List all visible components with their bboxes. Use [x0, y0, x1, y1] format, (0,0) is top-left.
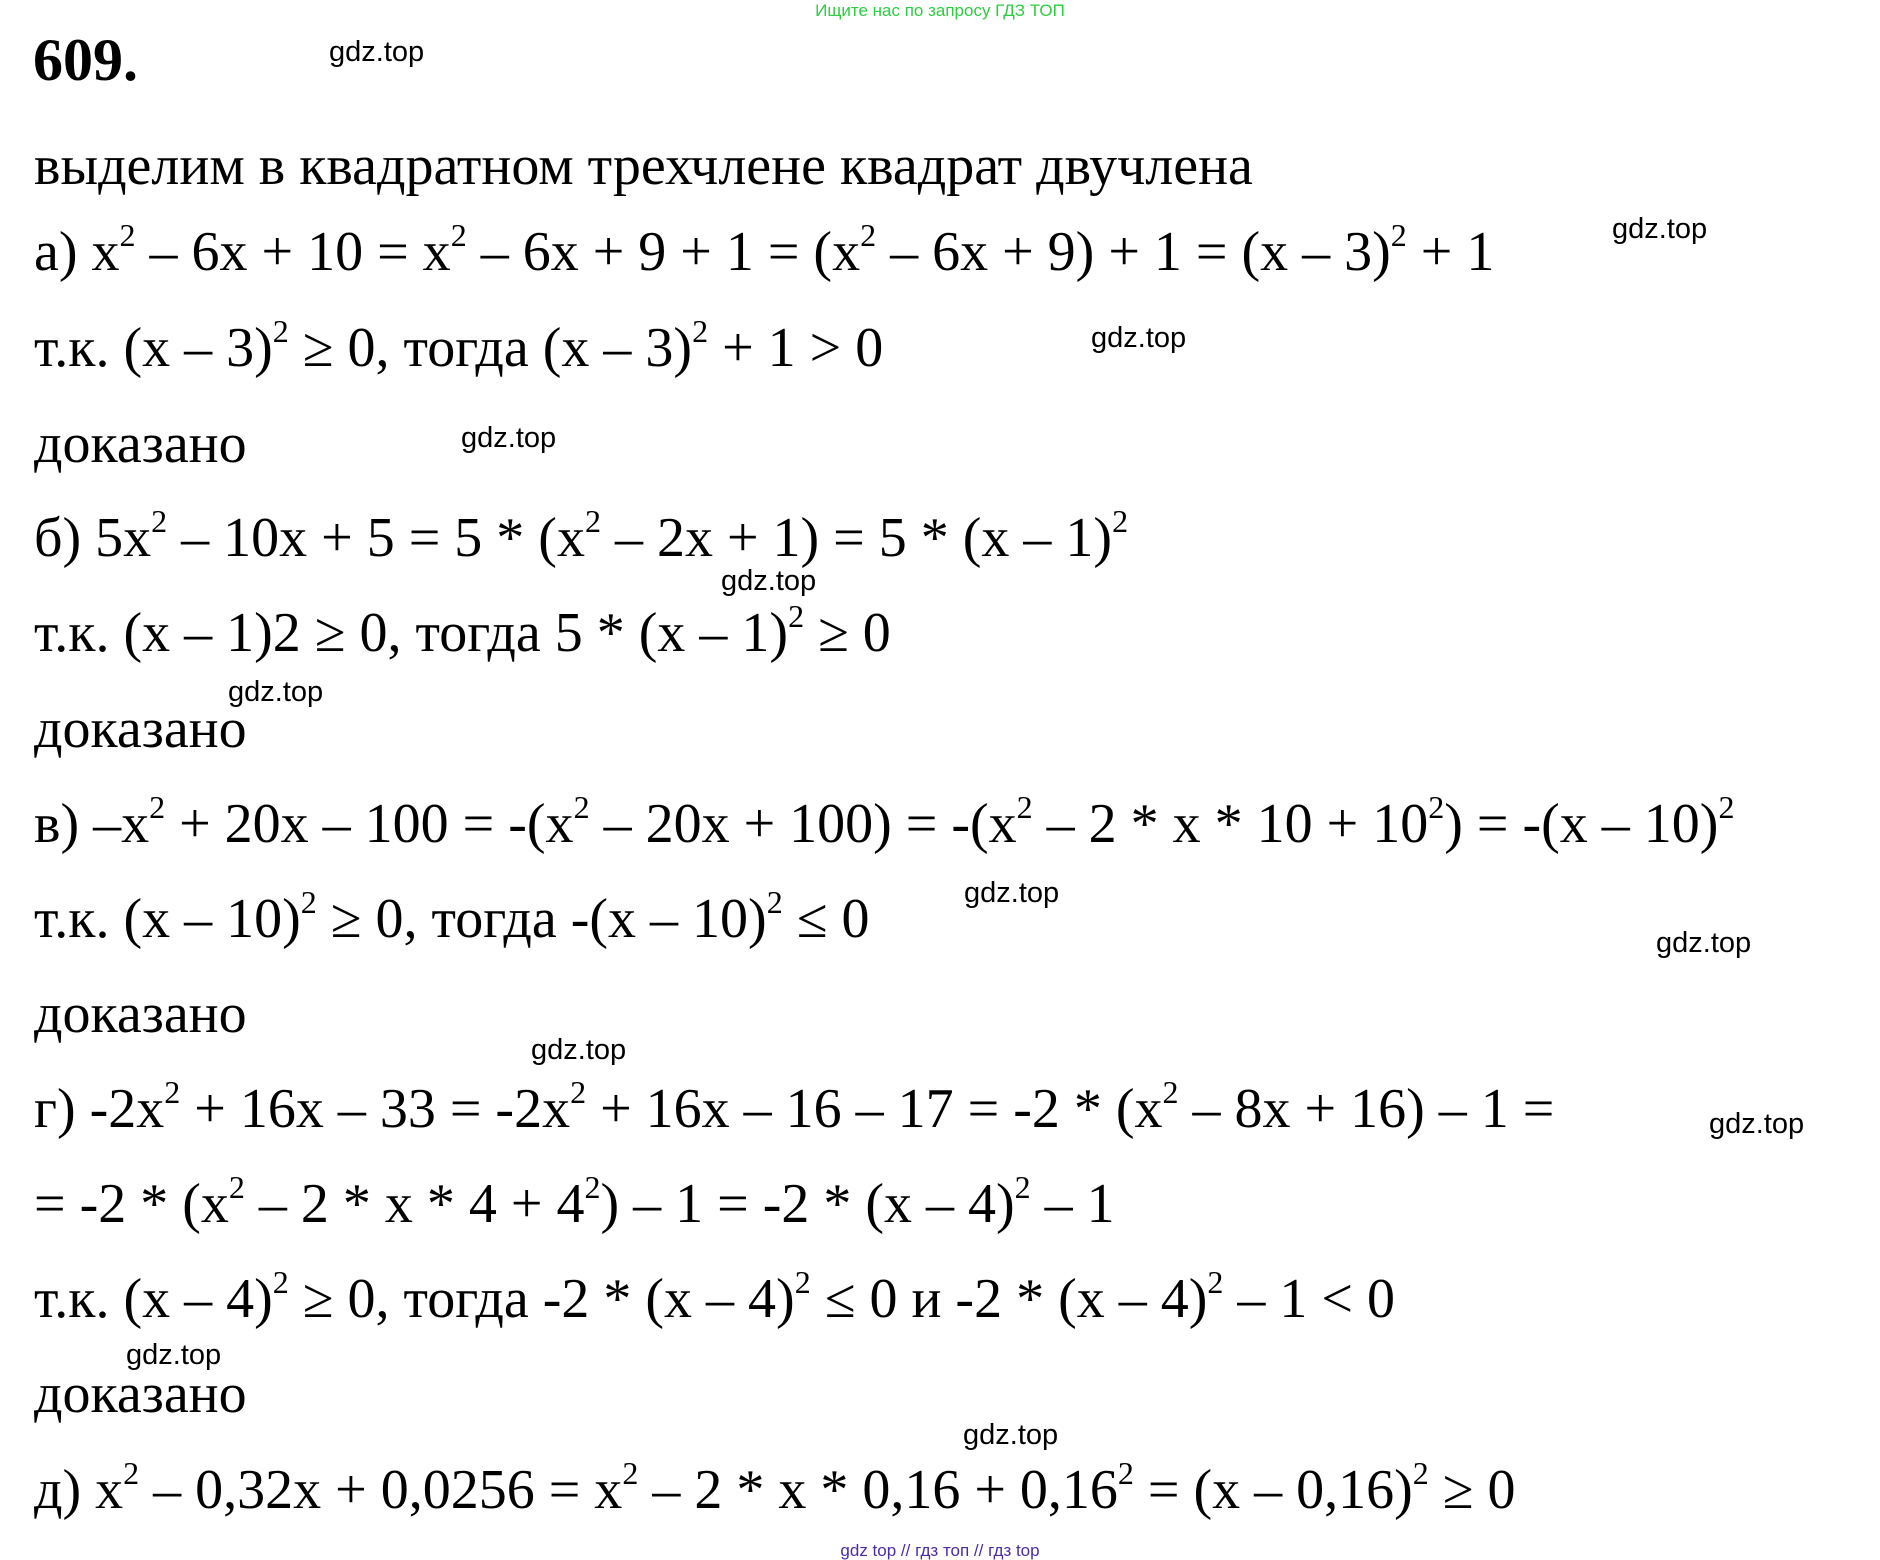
reasoning-line-a: т.к. (x – 3)$^2$ ≥ 0, тогда (x – 3)$^2$ + 1 > 0	[34, 313, 884, 379]
watermark: gdz.top	[1656, 927, 1752, 959]
solution-line-g1: г) $-2x^2 + 16x - 33 = -2x^2 + 16x - 16 - 17 = -2 * (x^2 - 8x + 16) - 1$ =	[34, 1074, 1555, 1140]
intro-line: выделим в квадратном трехчлене квадрат двучлена	[34, 135, 1253, 197]
watermark: gdz.top	[126, 1339, 222, 1371]
top-banner: Ищите нас по запросу ГДЗ ТОП	[815, 1, 1065, 20]
solution-line-d: д) $x^2 - 0,32x + 0,0256 = x^2 - 2 * x * 0,16 + 0,16^2 = (x - 0,16)^2 \ge 0$	[34, 1455, 1516, 1521]
watermark: gdz.top	[461, 422, 557, 454]
proved-line-b: доказано	[34, 698, 247, 760]
reasoning-line-b: т.к. (x – 1)2 ≥ 0, тогда 5 * (x – 1)$^2$ ≥ 0	[34, 598, 891, 664]
solution-line-v: в) $-x^2 + 20x - 100 = -(x^2 - 20x + 100) = -(x^2 - 2 * x * 10 + 10^2) = -(x - 10)^2$	[34, 789, 1735, 855]
proved-line-g: доказано	[34, 1363, 247, 1425]
solution-line-b: б) $5x^2 - 10x + 5 = 5 * (x^2 - 2x + 1) = 5 * (x - 1)^2$	[34, 503, 1129, 569]
solution-line-g2: = $-2 * (x^2 - 2 * x * 4 + 4^2) - 1 = -2 * (x - 4)^2 - 1$	[34, 1169, 1115, 1235]
proved-line-v: доказано	[34, 983, 247, 1045]
reasoning-line-g: т.к. (x – 4)$^2$ ≥ 0, тогда -2 * (x – 4)$^2$ ≤ 0 и -2 * (x – 4)$^2$ – 1 < 0	[34, 1264, 1395, 1330]
proved-line-a: доказано	[34, 413, 247, 475]
watermark: gdz.top	[964, 877, 1060, 909]
watermark: gdz.top	[1091, 322, 1187, 354]
reasoning-line-v: т.к. (x – 10)$^2$ ≥ 0, тогда -(x – 10)$^2$ ≤ 0	[34, 884, 870, 950]
watermark: gdz.top	[228, 676, 324, 708]
watermark: gdz.top	[721, 565, 817, 597]
watermark: gdz.top	[963, 1419, 1059, 1451]
solution-line-a: а) $x^2 - 6x + 10 = x^2 - 6x + 9 + 1 = (x^2 - 6x + 9) + 1 = (x - 3)^2 + 1$	[34, 217, 1495, 283]
watermark: gdz.top	[1709, 1108, 1805, 1140]
watermark: gdz.top	[329, 36, 425, 68]
footer-watermark: gdz top // гдз топ // гдз top	[840, 1541, 1040, 1560]
watermark: gdz.top	[531, 1034, 627, 1066]
watermark: gdz.top	[1612, 213, 1708, 245]
problem-number: 609.	[33, 27, 138, 93]
